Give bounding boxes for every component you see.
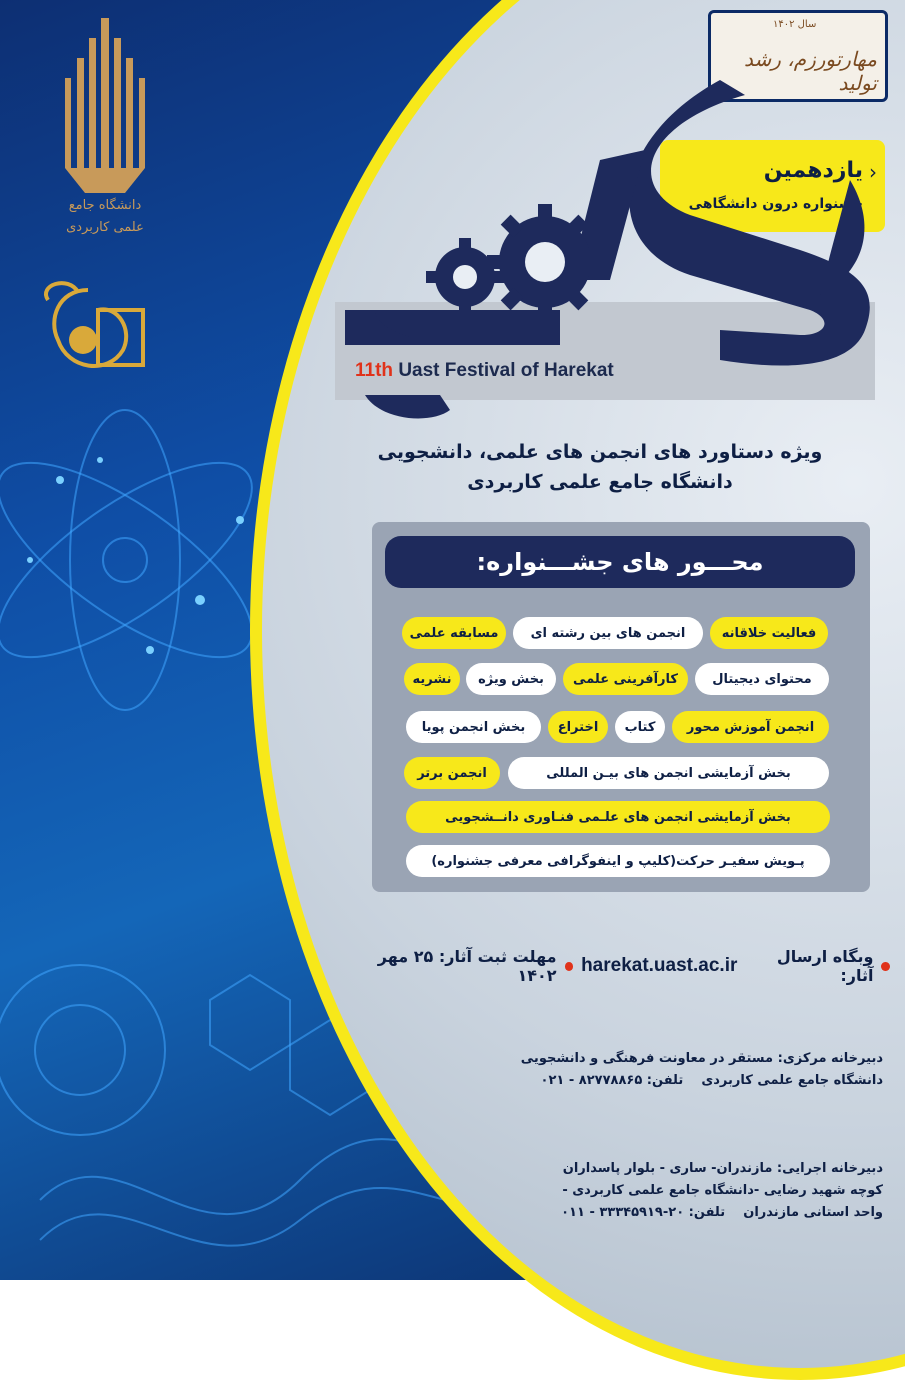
tag-title: یازدهمین (763, 158, 863, 183)
topic-pill: بخش آزمایشی انجمن های بیـن المللی (508, 757, 829, 789)
exec-office-line2: کوچه شهید رضایی -دانشگاه جامع علمی کاربردی - (562, 1183, 883, 1198)
bullet-icon (881, 962, 890, 971)
topic-pill: اختراع (548, 711, 608, 743)
topic-pill: نشریه (404, 663, 460, 695)
central-office-info (521, 1048, 883, 1092)
topic-pill: انجمن برتر (404, 757, 500, 789)
topic-pill: بخش ویژه (466, 663, 556, 695)
central-office-name: دانشگاه جامع علمی کاربردی (701, 1073, 883, 1088)
topic-pill: پـویش سفیـر حرکت(کلیپ و اینفوگرافی معرفی جشنواره) (406, 845, 830, 877)
chevron-left-icon: ‹ (869, 160, 877, 184)
deadline-label: مهلت ثبت آثار: ۲۵ مهر ۱۴۰۲ (377, 947, 557, 985)
topic-pill: بخش آزمایشی انجمن های علـمی فنـاوری دانــشجویی (406, 801, 830, 833)
topic-pill: انجمن های بین رشته ای (513, 617, 703, 649)
year-motto: مهارتورزم، رشد تولید (743, 47, 877, 95)
bullet-icon (565, 962, 574, 971)
central-office-line2 (521, 1070, 883, 1092)
central-office-line1: دبیرخانه مرکزی: مستقر در معاونت فرهنگی و دانشجویی (520, 1051, 883, 1066)
topic-pill: کارآفرینی علمی (563, 663, 688, 695)
subtitle-line2: دانشگاه جامع علمی کاربردی (467, 471, 733, 493)
exec-office-info (561, 1158, 883, 1224)
site-label: وبگاه ارسال آثار: (776, 947, 874, 985)
topic-pill: مسابقه علمی (402, 617, 506, 649)
english-title (355, 360, 614, 382)
topic-pill: محتوای دیجیتال (695, 663, 829, 695)
tag-subtitle: جشنواره درون دانشگاهی (688, 196, 863, 212)
topics-heading: محـــور های جشـــنواره: (385, 536, 855, 588)
exec-office-line3 (561, 1202, 883, 1224)
topic-pill: فعالیت خلاقانه (710, 617, 828, 649)
exec-office-phone: تلفن: ۲۰-۳۳۳۴۵۹۱۹ - ۰۱۱ (561, 1205, 726, 1220)
exec-office-unit: واحد استانی مازندران (743, 1205, 883, 1220)
topic-pill: کتاب (615, 711, 665, 743)
english-title-number: 11th (355, 360, 394, 381)
submission-url[interactable]: harekat.uast.ac.ir (581, 955, 738, 976)
university-name-line1: دانشگاه جامع (68, 198, 142, 213)
central-office-phone: تلفن: ۸۲۷۷۸۸۶۵ - ۰۲۱ (540, 1073, 684, 1088)
english-title-text: Uast Festival of Harekat (398, 360, 614, 381)
year-label: سال ۱۴۰۲ (773, 19, 817, 30)
topic-pill: بخش انجمن پویا (406, 711, 541, 743)
topic-pill: انجمن آموزش محور (672, 711, 829, 743)
exec-office-line1: دبیرخانه اجرایی: مازندران- ساری - بلوار پاسداران (562, 1161, 883, 1176)
university-name-line2: علمی کاربردی (66, 220, 144, 235)
festival-subtitle (340, 437, 860, 497)
submission-info (345, 947, 890, 985)
subtitle-line1: ویژه دستاورد های انجمن های علمی، دانشجویی (377, 441, 823, 463)
